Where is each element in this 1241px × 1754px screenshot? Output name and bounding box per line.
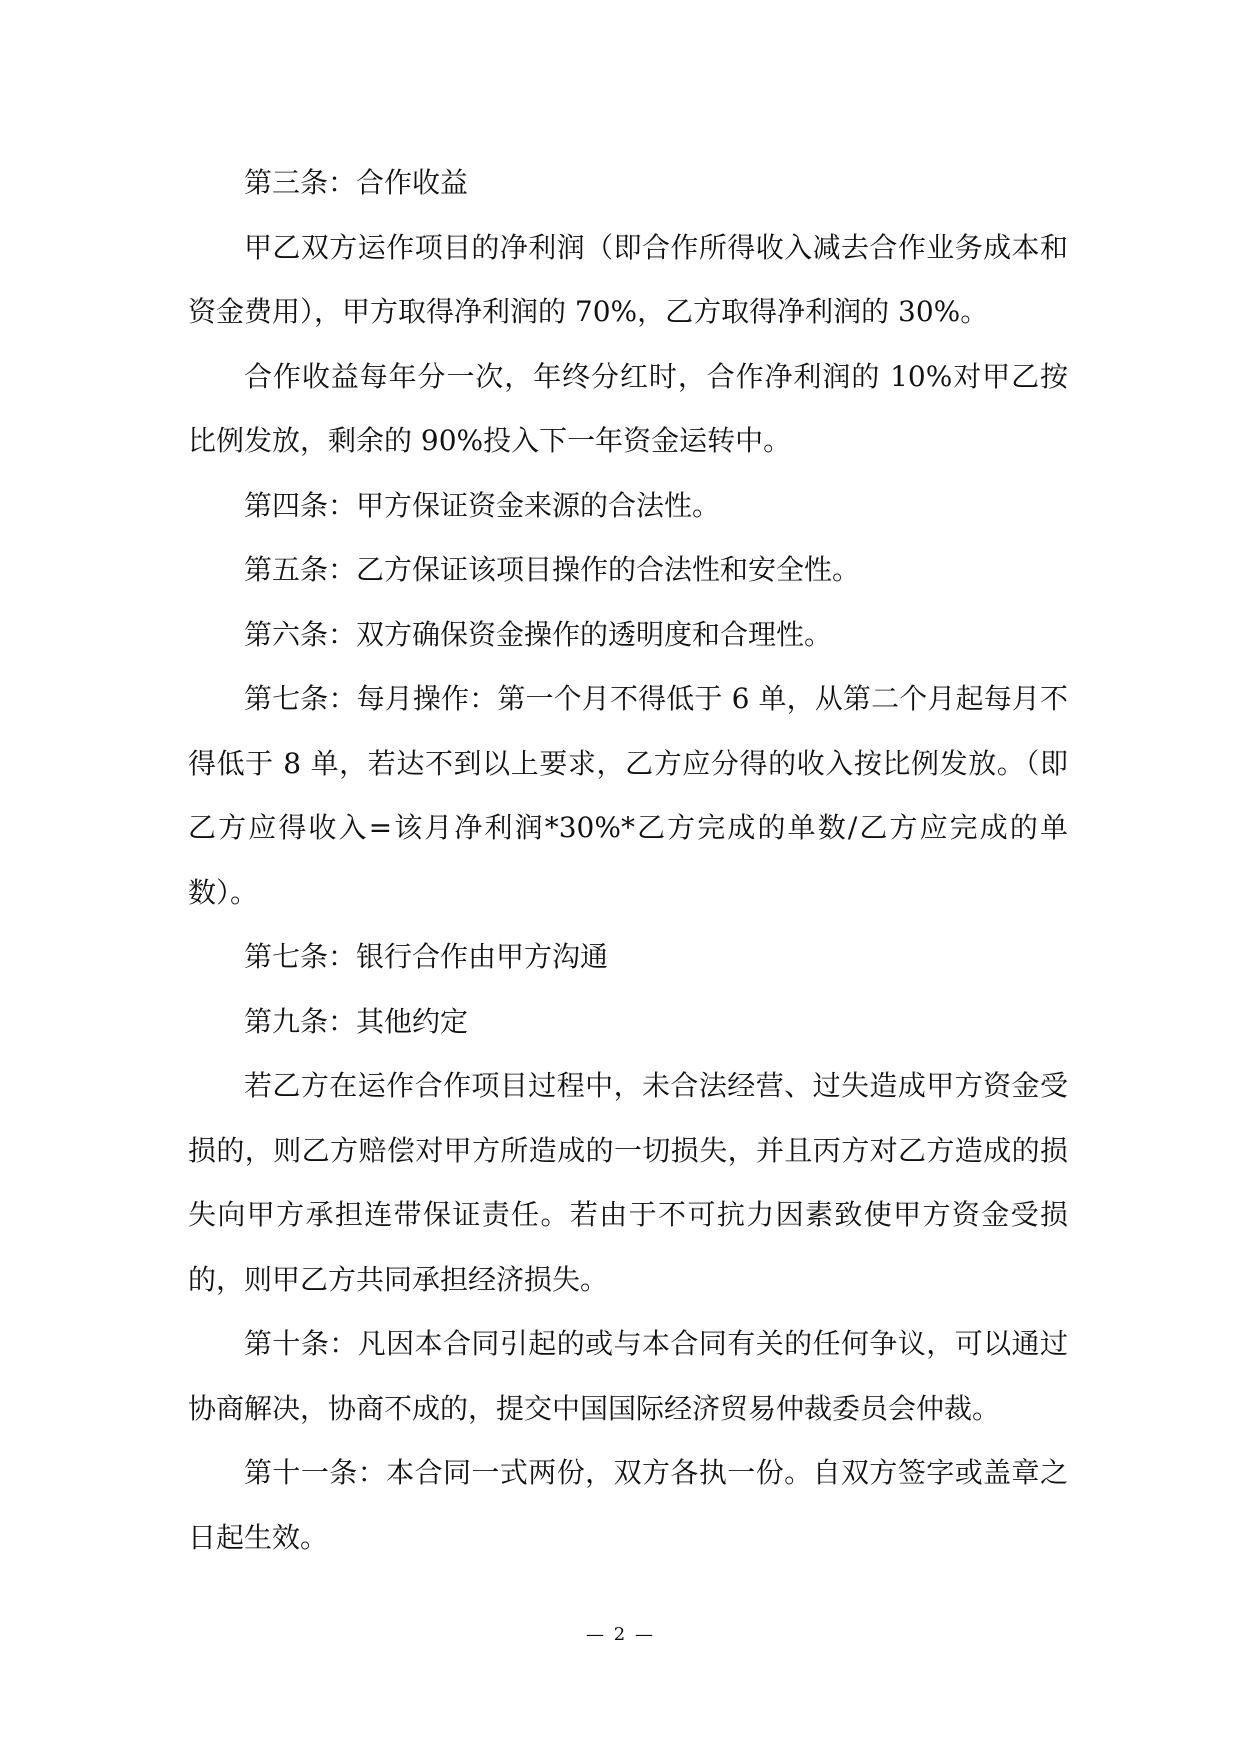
article-7-bank-cooperation: 第七条：银行合作由甲方沟通 (244, 940, 609, 973)
article-3-profit-split: 甲乙双方运作项目的净利润（即合作所得收入减去合作业务成本和资金费用），甲方取得净利润的 70%，乙方取得净利润的 30%。 (188, 230, 1068, 328)
article-11-effectiveness: 第十一条：本合同一式两份，双方各执一份。自双方签字或盖章之日起生效。 (188, 1456, 1068, 1554)
page-number: — 2 — (586, 1624, 655, 1645)
article-4: 第四条：甲方保证资金来源的合法性。 (244, 488, 721, 522)
article-7-monthly-operations: 第七条：每月操作：第一个月不得低于 6 单，从第二个月起每月不得低于 8 单，若达不到以上要求，乙方应分得的收入按比例发放。（即乙方应得收入=该月净利润*30%*乙方完成的单数/乙方应完成的单数）。 (188, 682, 1068, 909)
article-3-heading: 第三条：合作收益 (244, 166, 469, 199)
article-3-dividend: 合作收益每年分一次，年终分红时，合作净利润的 10%对甲乙按比例发放，剩余的 90%投入下一年资金运转中。 (188, 359, 1068, 457)
article-5: 第五条：乙方保证该项目操作的合法性和安全性。 (244, 553, 861, 586)
article-9-heading: 第九条：其他约定 (244, 1004, 469, 1038)
article-9-liability: 若乙方在运作合作项目过程中，未合法经营、过失造成甲方资金受损的，则乙方赔偿对甲方所造成的一切损失，并且丙方对乙方造成的损失向甲方承担连带保证责任。若由于不可抗力因素致使甲方资金受损的，则甲乙方共同承担经济损失。 (188, 1069, 1068, 1296)
article-10-disputes: 第十条：凡因本合同引起的或与本合同有关的任何争议，可以通过协商解决，协商不成的，提交中国国际经济贸易仲裁委员会仲裁。 (188, 1327, 1068, 1425)
document-body (188, 151, 1068, 1570)
article-6: 第六条：双方确保资金操作的透明度和合理性。 (244, 617, 833, 651)
